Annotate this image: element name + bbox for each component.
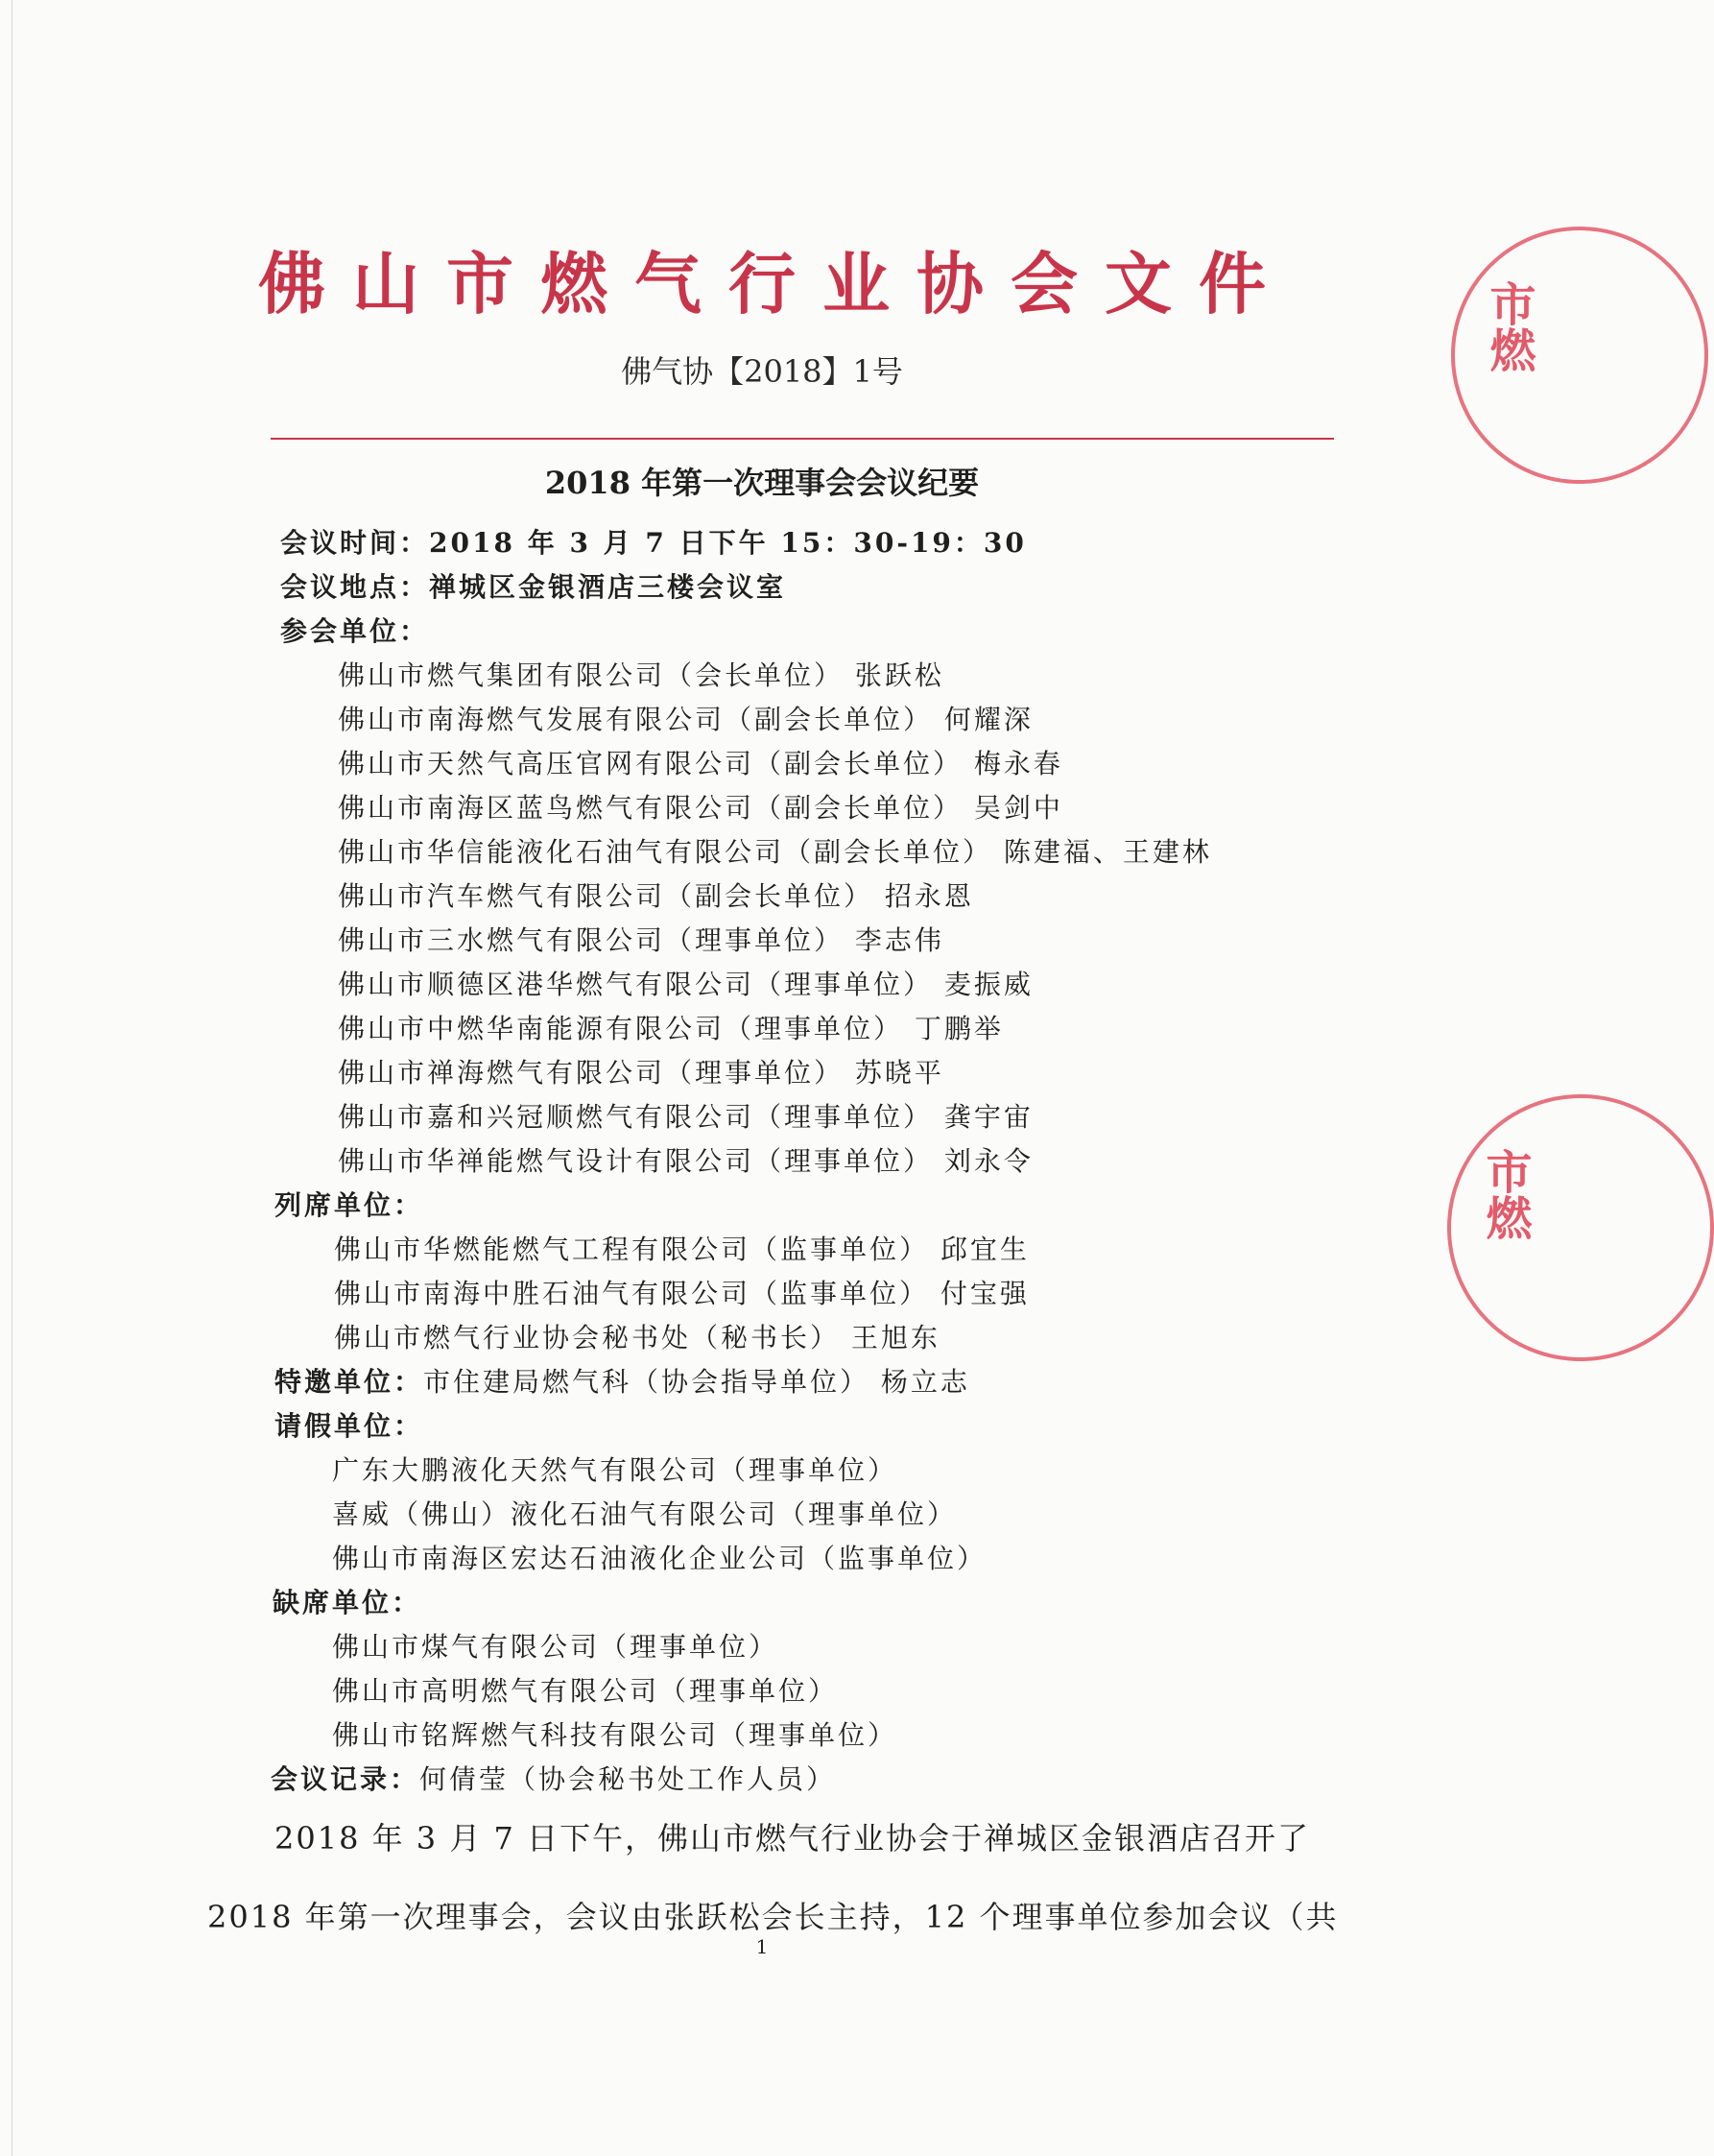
seal-text-bottom: 市燃: [1478, 1148, 1532, 1240]
participant-item: 佛山市燃气集团有限公司（会长单位） 张跃松: [338, 659, 944, 691]
special-guest-label: 特邀单位：: [274, 1366, 424, 1398]
recorder-label: 会议记录：: [271, 1763, 420, 1795]
leave-item: 广东大鹏液化天然气有限公司（理事单位）: [332, 1454, 898, 1486]
leave-item: 喜威（佛山）液化石油气有限公司（理事单位）: [332, 1498, 958, 1530]
special-guest: [274, 1361, 970, 1400]
participant-item: 佛山市南海区蓝鸟燃气有限公司（副会长单位） 吴剑中: [338, 792, 1063, 824]
participant-item: 佛山市华禅能燃气设计有限公司（理事单位） 刘永令: [338, 1145, 1034, 1177]
page-number: 1: [755, 1935, 769, 1958]
minutes-title: 2018 年第一次理事会会议纪要: [544, 465, 980, 501]
leave-label: 请假单位：: [274, 1410, 424, 1442]
document-number: 佛气协【2018】1号: [621, 353, 903, 390]
participants-label: 参会单位：: [280, 615, 430, 647]
participant-item: 佛山市华信能液化石油气有限公司（副会长单位） 陈建福、王建林: [338, 836, 1212, 868]
body-paragraph-line-1: 2018 年 3 月 7 日下午，佛山市燃气行业协会于禅城区金银酒店召开了: [274, 1820, 1311, 1857]
meeting-place: [280, 566, 786, 605]
participant-item: 佛山市天然气高压官网有限公司（副会长单位） 梅永春: [338, 748, 1063, 779]
absent-item: 佛山市高明燃气有限公司（理事单位）: [332, 1675, 839, 1707]
observer-item: 佛山市华燃能燃气工程有限公司（监事单位） 邱宜生: [334, 1234, 1030, 1265]
red-divider: [271, 438, 1334, 440]
participant-item: 佛山市嘉和兴冠顺燃气有限公司（理事单位） 龚宇宙: [338, 1101, 1034, 1133]
absent-item: 佛山市铭辉燃气科技有限公司（理事单位）: [332, 1719, 898, 1751]
recorder-value: 何倩莹（协会秘书处工作人员）: [419, 1763, 837, 1795]
participant-item: 佛山市南海燃气发展有限公司（副会长单位） 何耀深: [338, 704, 1034, 735]
participant-item: 佛山市三水燃气有限公司（理事单位） 李志伟: [338, 924, 944, 956]
special-guest-value: 市住建局燃气科（协会指导单位） 杨立志: [423, 1366, 970, 1398]
meeting-time-value: 2018 年 3 月 7 日下午 15：30-19：30: [429, 527, 1027, 559]
participant-item: 佛山市禅海燃气有限公司（理事单位） 苏晓平: [338, 1057, 944, 1089]
observer-item: 佛山市南海中胜石油气有限公司（监事单位） 付宝强: [334, 1278, 1030, 1309]
meeting-place-label: 会议地点：: [280, 571, 430, 603]
document-header-title: 佛山市燃气行业协会文件: [258, 244, 1293, 323]
seal-text-top: 市燃: [1482, 280, 1535, 372]
body-paragraph-line-2: 2018 年第一次理事会，会议由张跃松会长主持，12 个理事单位参加会议（共: [207, 1899, 1339, 1935]
participant-item: 佛山市顺德区港华燃气有限公司（理事单位） 麦振威: [338, 969, 1034, 1000]
observers-label: 列席单位：: [274, 1189, 424, 1221]
recorder: [271, 1759, 836, 1797]
participant-item: 佛山市中燃华南能源有限公司（理事单位） 丁鹏举: [338, 1013, 1004, 1044]
absent-label: 缺席单位：: [273, 1587, 422, 1618]
absent-item: 佛山市煤气有限公司（理事单位）: [332, 1631, 779, 1663]
observer-item: 佛山市燃气行业协会秘书处（秘书长） 王旭东: [334, 1322, 940, 1353]
meeting-time: [280, 522, 1027, 561]
participant-item: 佛山市汽车燃气有限公司（副会长单位） 招永恩: [338, 880, 974, 912]
meeting-time-label: 会议时间：: [280, 527, 430, 559]
leave-item: 佛山市南海区宏达石油液化企业公司（监事单位）: [332, 1543, 988, 1574]
meeting-place-value: 禅城区金银酒店三楼会议室: [429, 571, 787, 603]
